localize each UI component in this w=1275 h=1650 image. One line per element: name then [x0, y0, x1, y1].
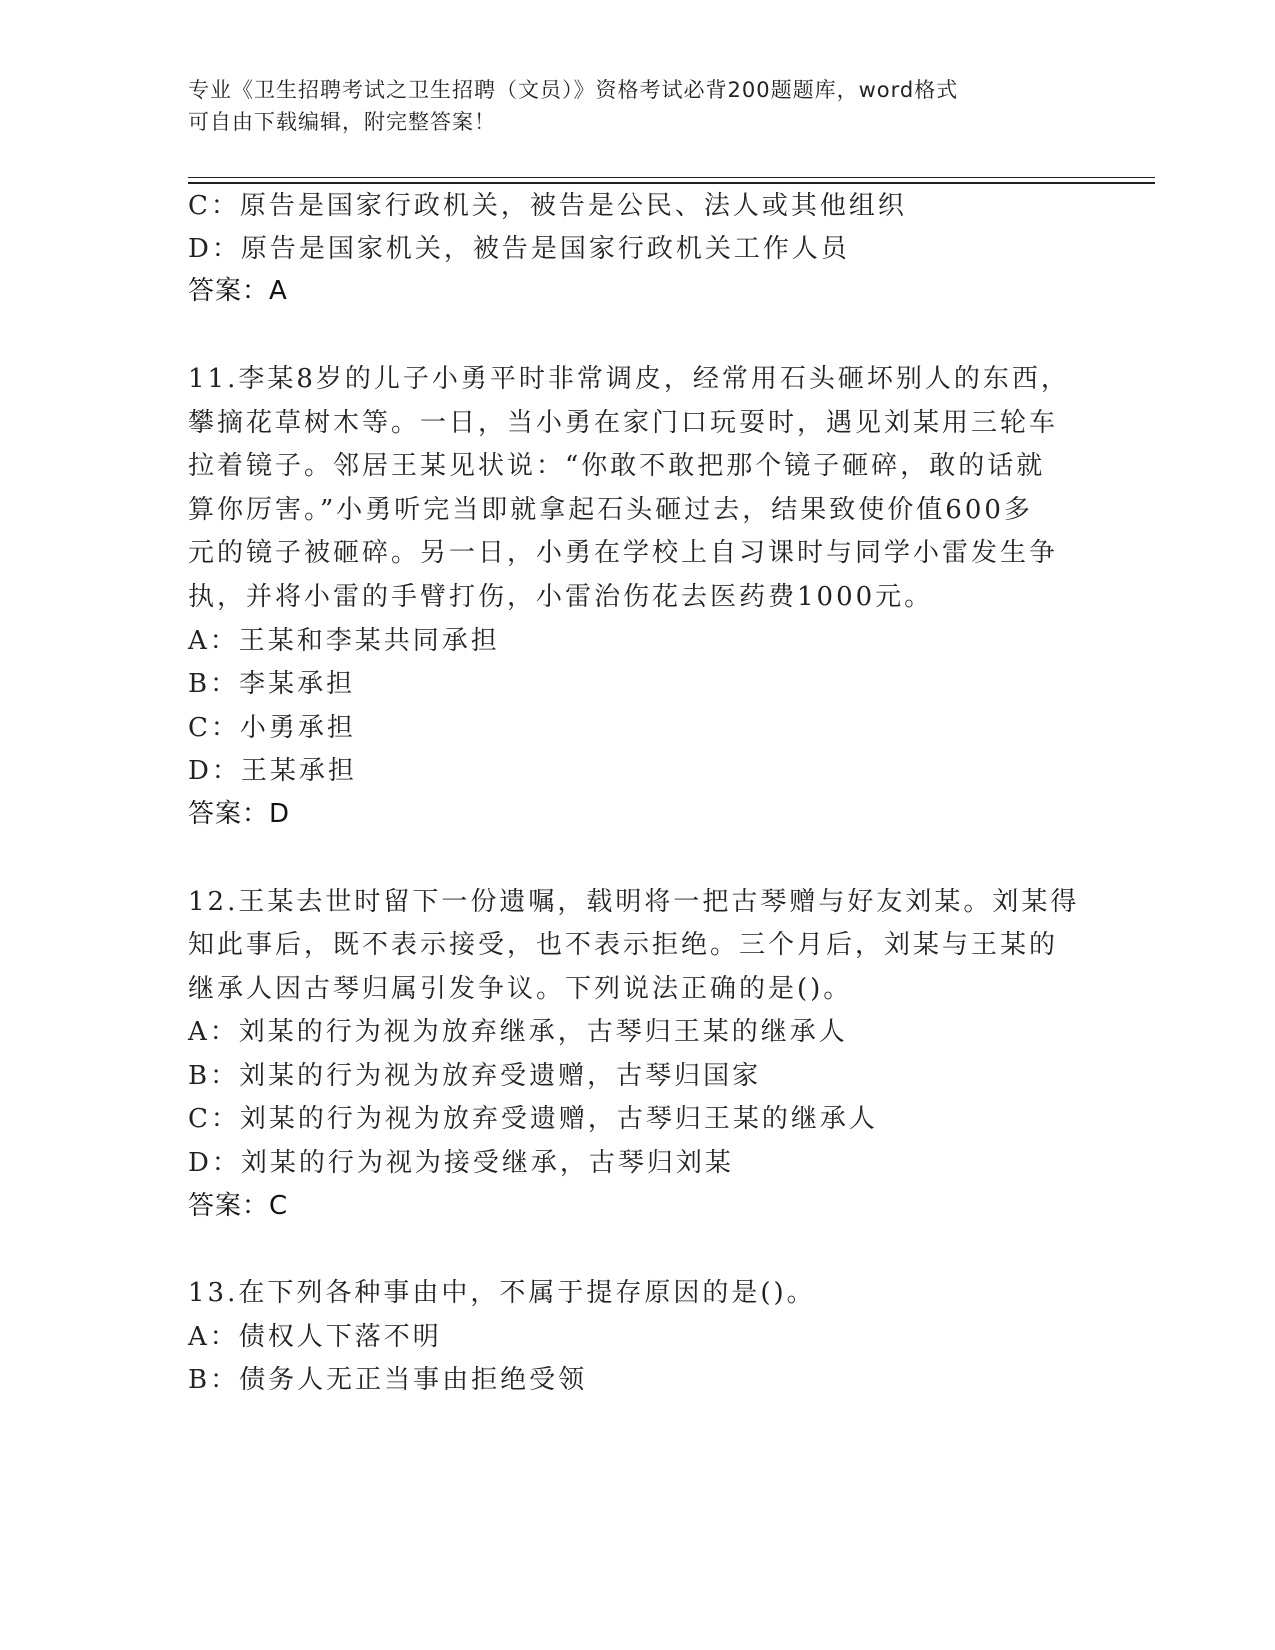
q11-option-a: A：王某和李某共同承担 [188, 626, 500, 656]
header-title-line-2: 可自由下载编辑，附完整答案！ [188, 110, 496, 134]
document-header [188, 74, 1088, 138]
q12-option-a: A：刘某的行为视为放弃继承，古琴归王某的继承人 [188, 1017, 848, 1047]
q13-option-a: A：债权人下落不明 [188, 1322, 442, 1352]
q10-option-c: C：原告是国家行政机关，被告是公民、法人或其他组织 [188, 191, 907, 221]
q13-option-b: B：债务人无正当事由拒绝受领 [188, 1365, 588, 1395]
q12-stem-line-1: 12.王某去世时留下一份遗嘱，载明将一把古琴赠与好友刘某。刘某得 [188, 887, 1080, 917]
q11-answer: 答案：D [188, 799, 291, 829]
q10-option-d: D：原告是国家机关，被告是国家行政机关工作人员 [188, 234, 850, 264]
q11-option-c: C：小勇承担 [188, 713, 356, 743]
q10-answer: 答案：A [188, 276, 288, 306]
header-rule-thin [188, 177, 1155, 178]
q11-stem-line-5: 元的镜子被砸碎。另一日，小勇在学校上自习课时与同学小雷发生争 [188, 538, 1059, 568]
q11-stem-line-4: 算你厉害。”小勇听完当即就拿起石头砸过去，结果致使价值600多 [188, 495, 1033, 525]
q11-option-d: D：王某承担 [188, 756, 357, 786]
q12-stem-line-2: 知此事后，既不表示接受，也不表示拒绝。三个月后，刘某与王某的 [188, 930, 1059, 960]
q11-option-b: B：李某承担 [188, 669, 356, 699]
q11-stem-line-6: 执，并将小雷的手臂打伤，小雷治伤花去医药费1000元。 [188, 582, 934, 612]
q13-stem-line-1: 13.在下列各种事由中，不属于提存原因的是()。 [188, 1278, 816, 1308]
q12-option-c: C：刘某的行为视为放弃受遗赠，古琴归王某的继承人 [188, 1104, 878, 1134]
header-title-line-1: 专业《卫生招聘考试之卫生招聘（文员）》资格考试必背200题题库，word格式 [188, 78, 959, 102]
q12-option-d: D：刘某的行为视为接受继承，古琴归刘某 [188, 1148, 734, 1178]
q12-answer: 答案：C [188, 1191, 289, 1221]
q12-stem-line-3: 继承人因古琴归属引发争议。下列说法正确的是()。 [188, 974, 853, 1004]
q12-option-b: B：刘某的行为视为放弃受遗赠，古琴归国家 [188, 1061, 762, 1091]
q11-stem-line-1: 11.李某8岁的儿子小勇平时非常调皮，经常用石头砸坏别人的东西， [188, 364, 1070, 394]
q11-stem-line-3: 拉着镜子。邻居王某见状说：“你敢不敢把那个镜子砸碎，敢的话就 [188, 451, 1046, 481]
q11-stem-line-2: 攀摘花草树木等。一日，当小勇在家门口玩耍时，遇见刘某用三轮车 [188, 408, 1059, 438]
